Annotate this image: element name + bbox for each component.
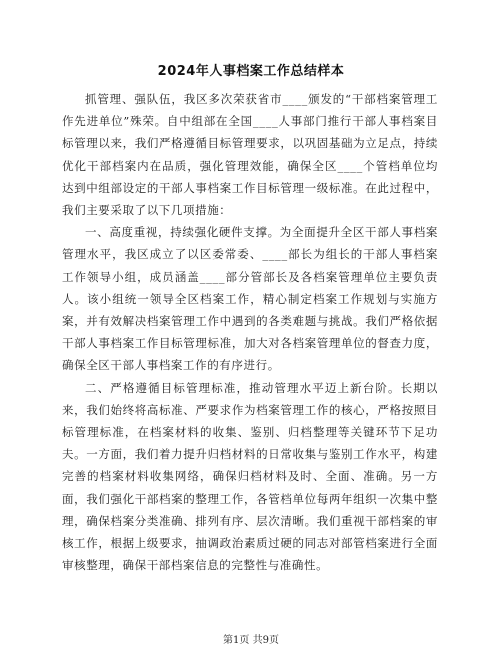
page-number-footer: 第1页 共9页	[223, 635, 279, 646]
paragraph-section-two: 二、严格遵循目标管理标准，推动管理水平迈上新台阶。长期以来，我们始终将高标准、严要求作为档案管理工作的核心，严格按照目标管理标准，在档案材料的收集、鉴别、归档整理等关键环节下足功夫。一方面，我们着力提升归档材料的日常收集与鉴别工作水平，构建完善的档案材料收集网络，确保归档材料及时、全面、准确。另一方面，我们强化干部档案的整理工作，各管档单位每两年组织一次集中整理，确保档案分类准确、排列有序、层次清晰。我们重视干部档案的审核工作，根据上级要求，抽调政治素质过硬的同志对部管档案进行全面审核整理，确保干部档案信息的完整性与准确性。	[62, 380, 438, 573]
paragraph-section-one: 一、高度重视，持续强化硬件支撑。为全面提升全区干部人事档案管理水平，我区成立了以区委常委、____部长为组长的干部人事档案工作领导小组，成员涵盖____部分管部长及各档案管理单位主要负责人。该小组统一领导全区档案工作，精心制定档案工作规划与实施方案，并有效解决档案管理工作中遇到的各类难题与挑战。我们严格依据干部人事档案工作目标管理标准，加大对各档案管理单位的督查力度，确保全区干部人事档案工作的有序进行。	[62, 225, 438, 373]
document-body	[62, 88, 438, 576]
document-title: 2024年人事档案工作总结样本	[157, 64, 345, 79]
paragraph-intro: 抓管理、强队伍，我区多次荣获省市____颁发的“干部档案管理工作先进单位”殊荣。自中组部在全国____人事部门推行干部人事档案目标管理以来，我们严格遵循目标管理要求，以巩固基础为立足点，持续优化干部档案内在品质，强化管理效能，确保全区____个管档单位均达到中组部设定的干部人事档案工作目标管理一级标准。在此过程中，我们主要采取了以下几项措施：	[62, 92, 438, 218]
